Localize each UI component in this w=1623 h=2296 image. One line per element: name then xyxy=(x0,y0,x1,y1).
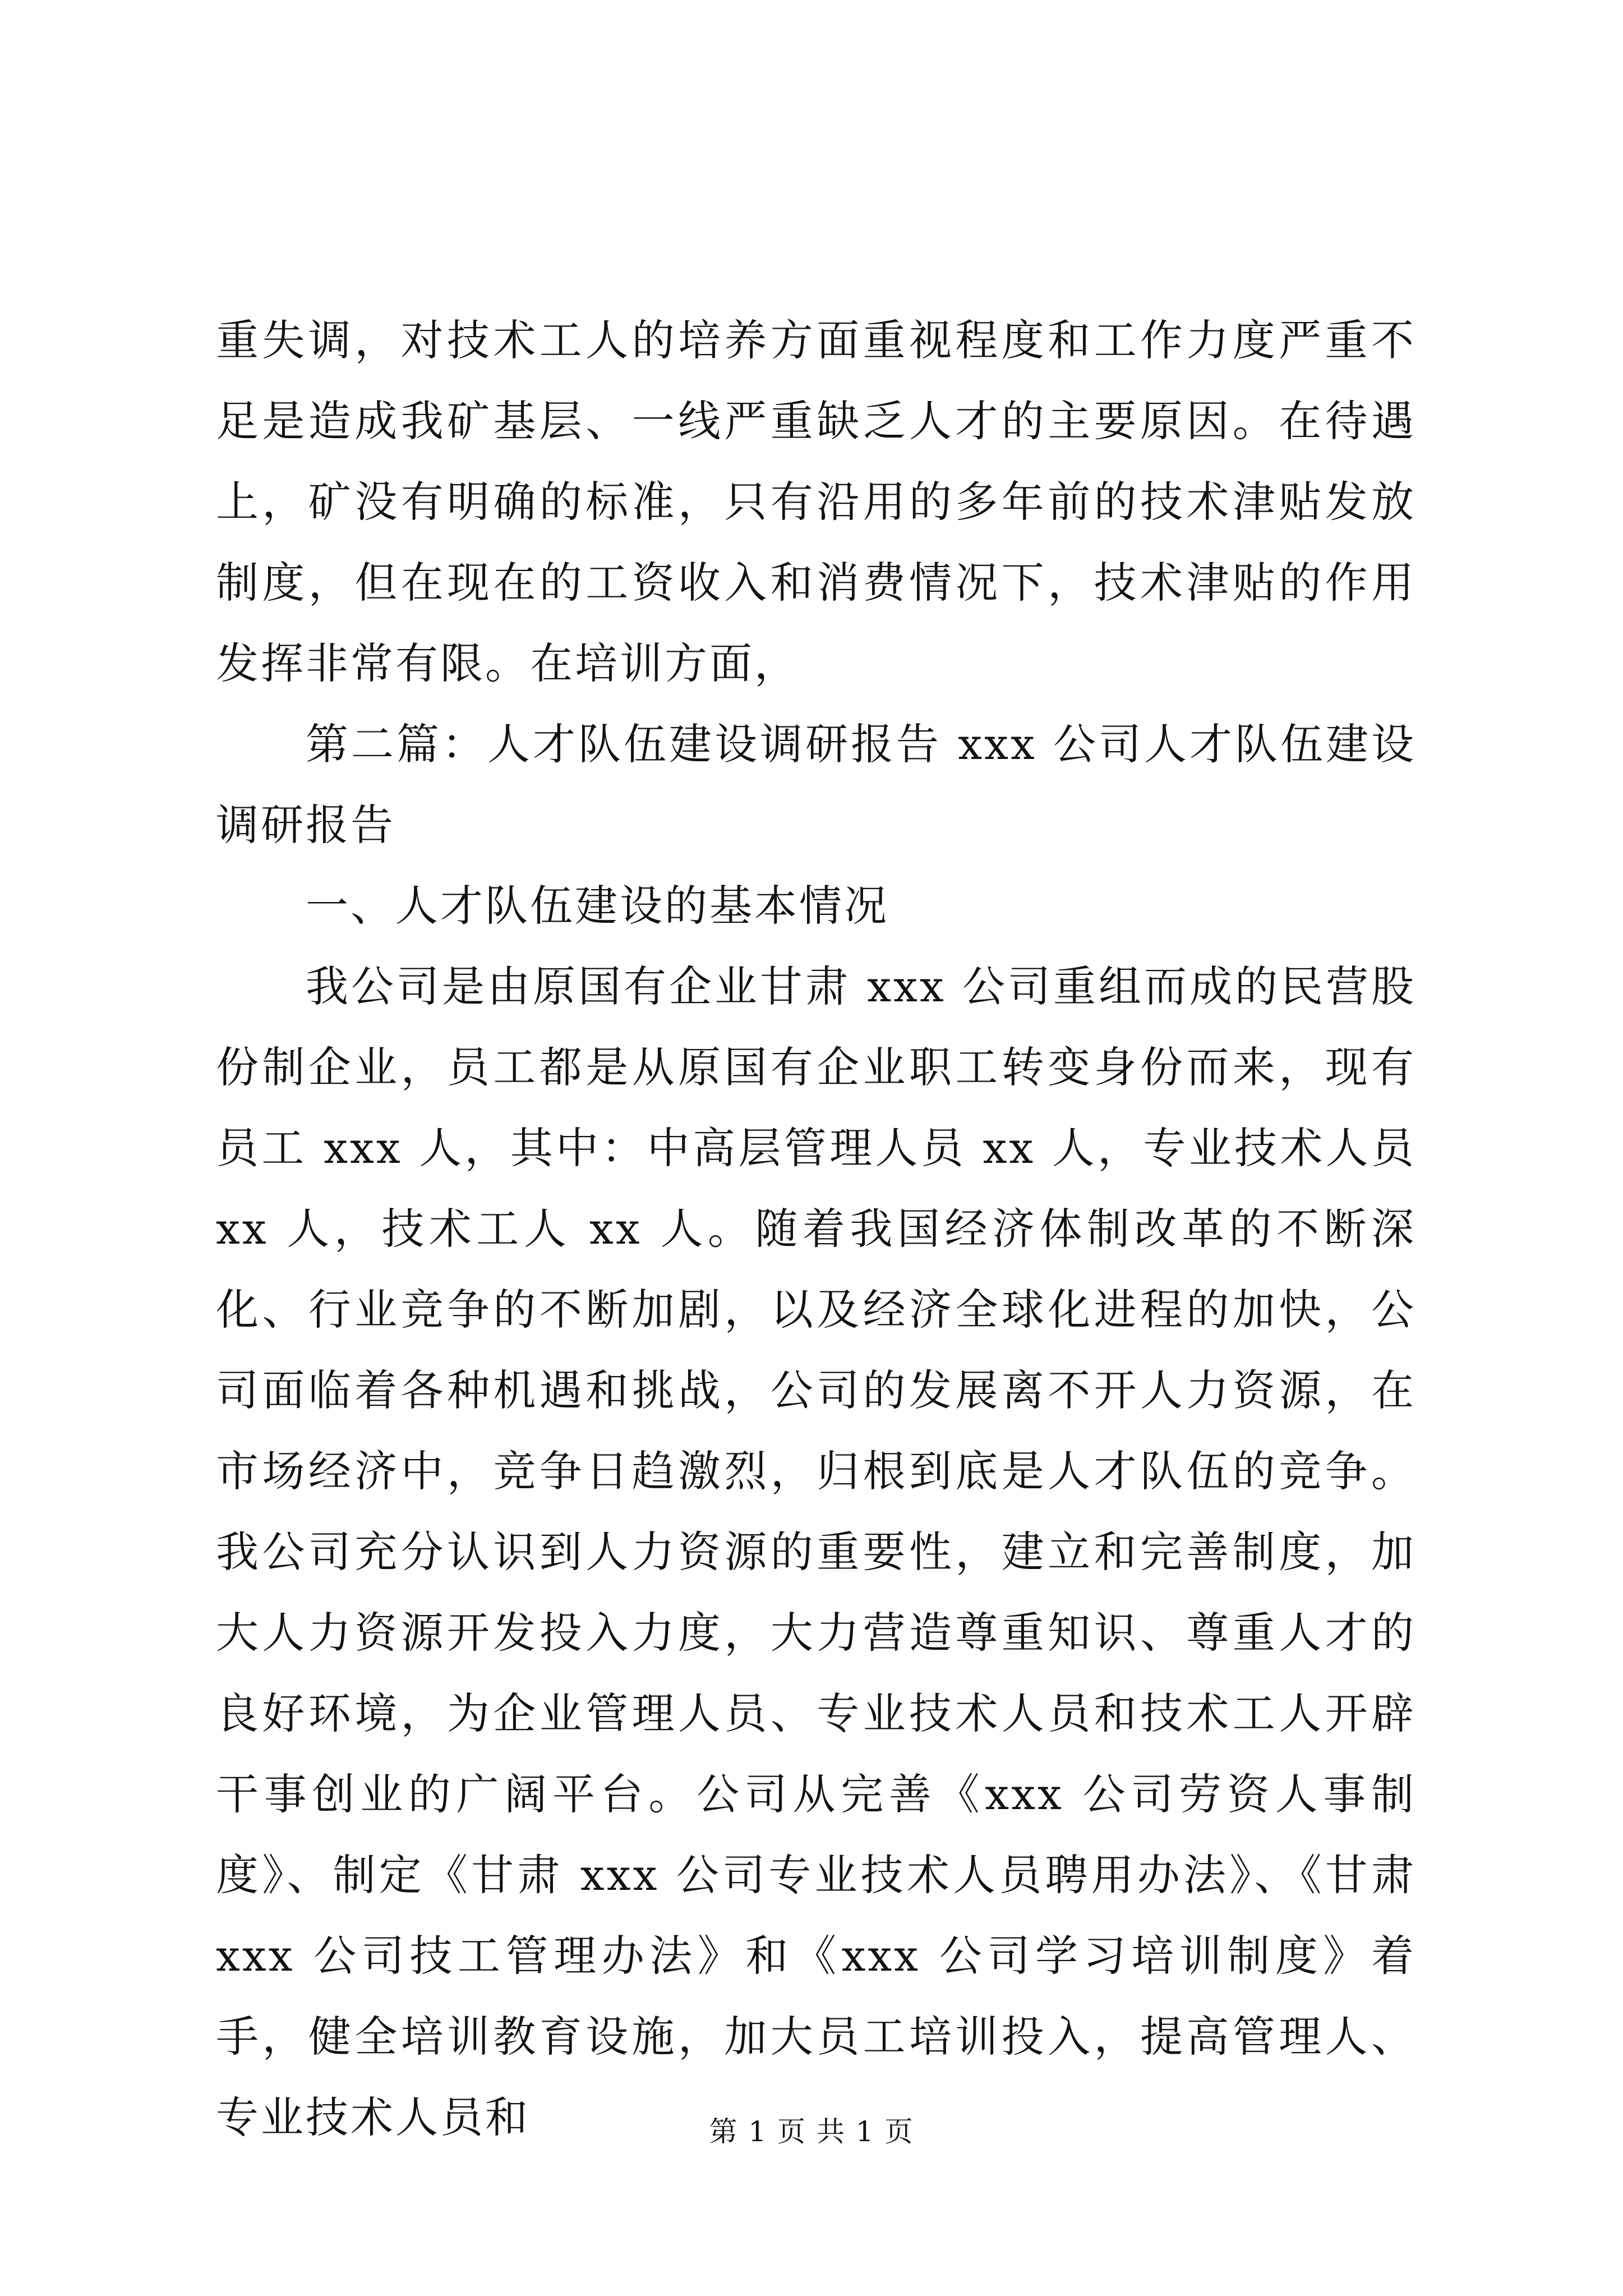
paragraph-basic-situation: 我公司是由原国有企业甘肃 xxx 公司重组而成的民营股份制企业，员工都是从原国有企业职工转变身份而来，现有员工 xxx 人，其中：中高层管理人员 xx 人，专业技术人员 xx 人，技术工人 xx 人。随着我国经济体制改革的不断深化、行业竞争的不断加剧，以及经济全球化进程的加快，公司面临着各种机遇和挑战，公司的发展离不开人力资源，在市场经济中，竞争日趋激烈，归根到底是人才队伍的竞争。我公司充分认识到人力资源的重要性，建立和完善制度，加大人力资源开发投入力度，大力营造尊重知识、尊重人才的良好环境，为企业管理人员、专业技术人员和技术工人开辟干事创业的广阔平台。公司从完善《xxx 公司劳资人事制度》、制定《甘肃 xxx 公司专业技术人员聘用办法》、《甘肃 xxx 公司技工管理办法》和《xxx 公司学习培训制度》着手，健全培训教育设施，加大员工培训投入，提高管理人、专业技术人员和 xyxy=(216,961,1416,2142)
section-heading-part-two: 第二篇：人才队伍建设调研报告 xxx 公司人才队伍建设调研报告 xyxy=(216,719,1416,850)
subsection-heading: 一、人才队伍建设的基本情况 xyxy=(306,881,889,931)
paragraph-continued: 重失调，对技术工人的培养方面重视程度和工作力度严重不足是造成我矿基层、一线严重缺乏人才的主要原因。在待遇上，矿没有明确的标准，只有沿用的多年前的技术津贴发放制度，但在现在的工资收入和消费情况下，技术津贴的作用发挥非常有限。在培训方面， xyxy=(216,315,1416,688)
page-footer: 第 1 页 共 1 页 xyxy=(709,2115,914,2148)
document-body xyxy=(216,300,1416,2158)
